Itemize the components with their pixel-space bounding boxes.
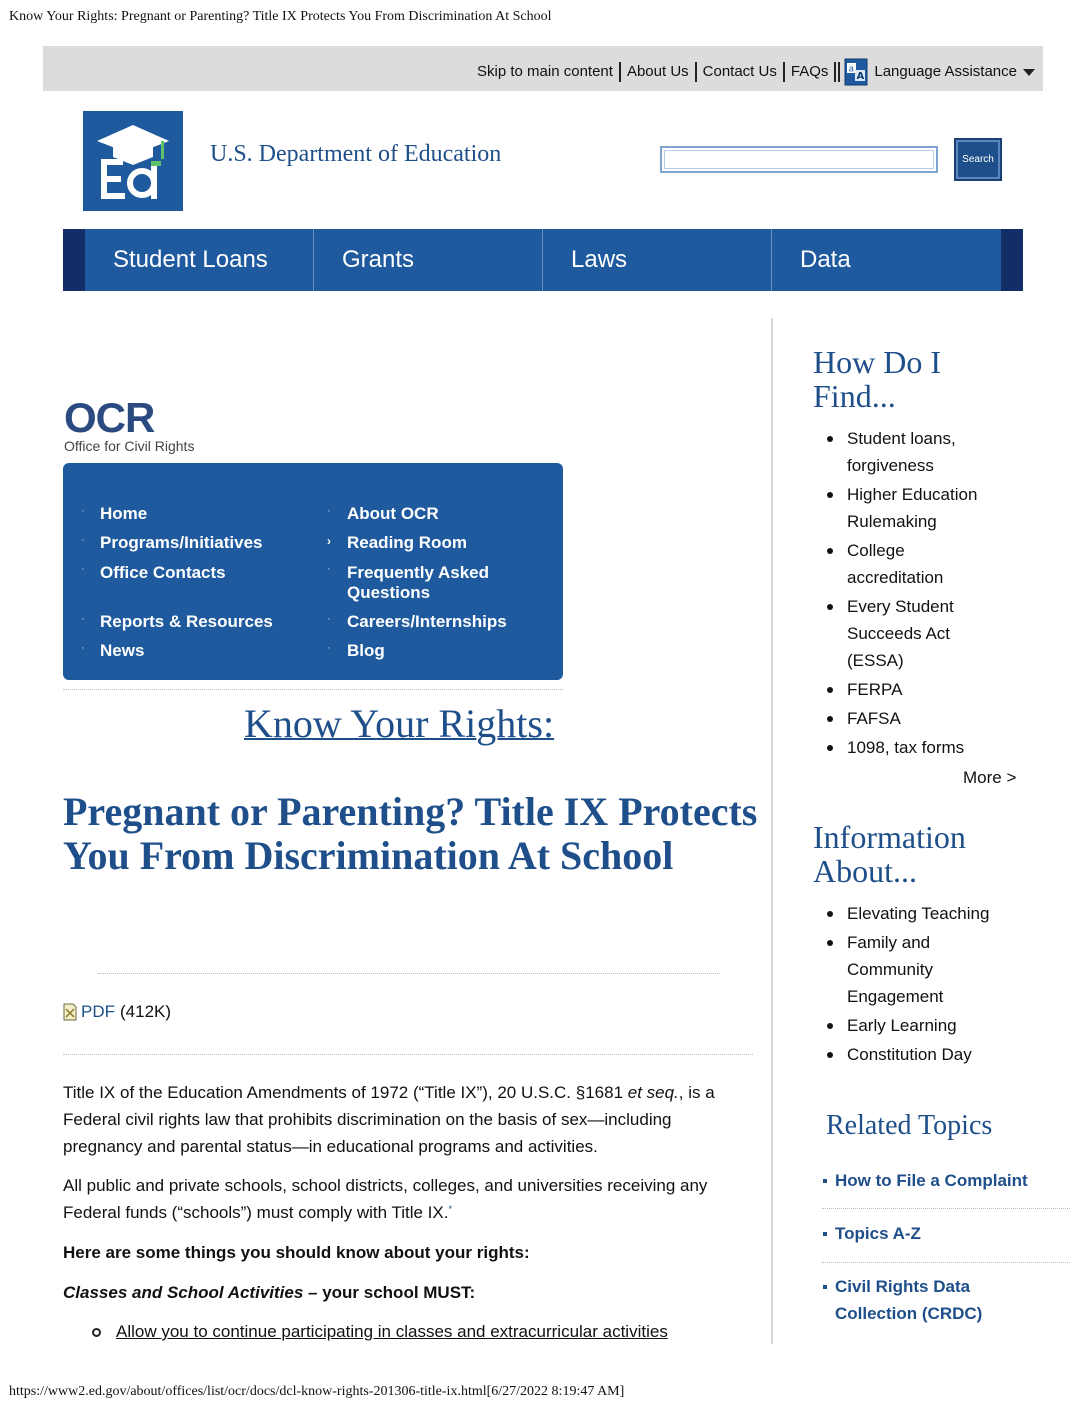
svg-text:a: a xyxy=(848,64,855,75)
footnote-link[interactable]: * xyxy=(448,1204,452,1214)
intro-paragraph xyxy=(63,1079,753,1160)
ocr-menu-home[interactable]: Home xyxy=(100,504,148,523)
info-item-family[interactable]: Family and Community Engagement xyxy=(847,929,1012,1010)
find-item-essa[interactable]: Every Student Succeeds Act (ESSA) xyxy=(847,593,997,674)
menu-bullet: · xyxy=(327,613,331,625)
divider xyxy=(822,1262,1070,1263)
divider xyxy=(63,1054,753,1055)
nav-laws[interactable]: Laws xyxy=(543,229,772,291)
info-item-early-learning[interactable]: Early Learning xyxy=(847,1012,1012,1039)
intro-text-b: , is a Federal civil rights law that prohibits discrimination on the basis of sex—including pregnancy and parental status—in educational programs and activities. xyxy=(63,1083,715,1156)
ed-logo[interactable] xyxy=(83,111,183,211)
ocr-logo-subtitle: Office for Civil Rights xyxy=(64,438,195,454)
related-file-complaint[interactable]: How to File a Complaint xyxy=(835,1167,1028,1194)
page-title: Pregnant or Parenting? Title IX Protects You From Discrimination At School xyxy=(63,789,758,878)
svg-text:A: A xyxy=(856,71,865,82)
search-button[interactable]: Search xyxy=(954,138,1002,181)
related-crdc[interactable]: Civil Rights Data Collection (CRDC) xyxy=(835,1273,1025,1327)
ocr-menu-careers[interactable]: Careers/Internships xyxy=(347,612,507,631)
ocr-menu-blog[interactable]: Blog xyxy=(347,641,385,660)
pdf-icon[interactable] xyxy=(63,1003,77,1021)
menu-bullet: · xyxy=(327,642,331,654)
find-item-rulemaking[interactable]: Higher Education Rulemaking xyxy=(847,481,997,535)
pdf-row xyxy=(63,1002,171,1022)
link-bullet xyxy=(823,1285,827,1289)
nav-data[interactable]: Data xyxy=(800,246,851,273)
ocr-menu-office-contacts[interactable]: Office Contacts xyxy=(100,563,226,582)
menu-bullet: · xyxy=(81,642,85,654)
how-do-i-find-heading xyxy=(813,345,941,413)
nav-student-loans[interactable]: Student Loans xyxy=(85,229,314,291)
print-footer-url: https://www2.ed.gov/about/offices/list/ocr/docs/dcl-know-rights-201306-title-ix.html[6/27/2022 8:19:47 AM] xyxy=(9,1384,625,1399)
divider xyxy=(98,973,720,974)
find-item-accreditation[interactable]: College accreditation xyxy=(847,537,997,591)
divider xyxy=(63,689,563,690)
ocr-menu-news[interactable]: News xyxy=(100,641,145,660)
find-list xyxy=(847,425,997,763)
find-item-fafsa[interactable]: FAFSA xyxy=(847,705,997,732)
link-bullet xyxy=(823,1179,827,1183)
menu-bullet: · xyxy=(81,534,85,546)
find-item-student-loans[interactable]: Student loans, forgiveness xyxy=(847,425,997,479)
menu-bullet: · xyxy=(327,563,331,575)
ocr-menu xyxy=(63,463,563,680)
more-link[interactable]: More > xyxy=(963,768,1017,787)
menu-arrow-icon: › xyxy=(327,534,331,548)
contact-us-link[interactable]: Contact Us xyxy=(697,62,785,82)
utility-links xyxy=(471,58,1035,86)
find-heading-line2: Find... xyxy=(813,378,896,414)
intro-text-em: et seq. xyxy=(627,1083,679,1102)
ocr-menu-reading-room[interactable]: Reading Room xyxy=(347,533,467,552)
column-divider xyxy=(771,318,773,1344)
info-heading-line1: Information xyxy=(813,819,966,855)
main-nav xyxy=(63,229,1023,291)
skip-to-content-link[interactable]: Skip to main content xyxy=(471,62,621,82)
info-list xyxy=(847,900,1012,1070)
classes-heading-rest: – your school MUST: xyxy=(303,1283,476,1302)
know-your-rights-heading[interactable]: Know Your Rights: xyxy=(244,701,555,746)
link-bullet xyxy=(823,1232,827,1236)
divider xyxy=(822,1208,1070,1209)
schools-paragraph xyxy=(63,1172,753,1226)
rights-heading: Here are some things you should know about your rights: xyxy=(63,1243,530,1262)
related-topics-az[interactable]: Topics A-Z xyxy=(835,1220,921,1247)
faqs-link[interactable]: FAQs xyxy=(785,62,837,82)
ocr-menu-faq[interactable]: Frequently Asked Questions xyxy=(347,563,490,602)
menu-bullet: · xyxy=(81,613,85,625)
find-item-ferpa[interactable]: FERPA xyxy=(847,676,997,703)
menu-bullet: · xyxy=(81,563,85,575)
ocr-menu-reports[interactable]: Reports & Resources xyxy=(100,612,273,631)
nav-grants[interactable]: Grants xyxy=(314,229,543,291)
classes-bullet-link[interactable]: Allow you to continue participating in classes and extracurricular activities xyxy=(116,1322,668,1341)
list-item xyxy=(116,1322,668,1342)
info-item-teaching[interactable]: Elevating Teaching xyxy=(847,900,1012,927)
intro-text-a: Title IX of the Education Amendments of 1972 (“Title IX”), 20 U.S.C. §1681 xyxy=(63,1083,628,1102)
pdf-download-link[interactable]: PDF xyxy=(81,1002,115,1021)
pdf-size: (412K) xyxy=(120,1002,172,1021)
info-heading-line2: About... xyxy=(813,853,917,889)
menu-bullet: · xyxy=(327,505,331,517)
list-bullet xyxy=(92,1328,101,1337)
find-item-1098[interactable]: 1098, tax forms xyxy=(847,734,997,761)
ocr-logo[interactable] xyxy=(64,394,234,454)
utility-bar xyxy=(43,46,1043,91)
language-assistance-menu[interactable]: Language Assistance xyxy=(874,63,1017,80)
utility-separator xyxy=(838,62,840,82)
ocr-menu-about[interactable]: About OCR xyxy=(347,504,439,523)
related-topics-heading: Related Topics xyxy=(826,1110,993,1141)
chevron-down-icon[interactable] xyxy=(1023,69,1035,76)
classes-heading-em: Classes and School Activities xyxy=(63,1283,304,1302)
about-us-link[interactable]: About Us xyxy=(621,62,697,82)
find-heading-line1: How Do I xyxy=(813,344,941,380)
search-input[interactable] xyxy=(660,146,938,173)
language-assistance-icon[interactable] xyxy=(844,58,868,86)
print-header-title: Know Your Rights: Pregnant or Parenting? Title IX Protects You From Discrimination At School xyxy=(9,9,552,24)
classes-heading xyxy=(63,1283,475,1303)
ocr-menu-programs[interactable]: Programs/Initiatives xyxy=(100,533,263,552)
schools-text: All public and private schools, school districts, colleges, and universities receiving any Federal funds (“schools”) must comply with Title IX. xyxy=(63,1176,708,1222)
agency-name[interactable]: U.S. Department of Education xyxy=(210,141,502,167)
menu-bullet: · xyxy=(81,505,85,517)
info-item-constitution-day[interactable]: Constitution Day xyxy=(847,1041,1012,1068)
information-about-heading xyxy=(813,820,966,888)
ocr-logo-letters: OCR xyxy=(64,394,155,441)
